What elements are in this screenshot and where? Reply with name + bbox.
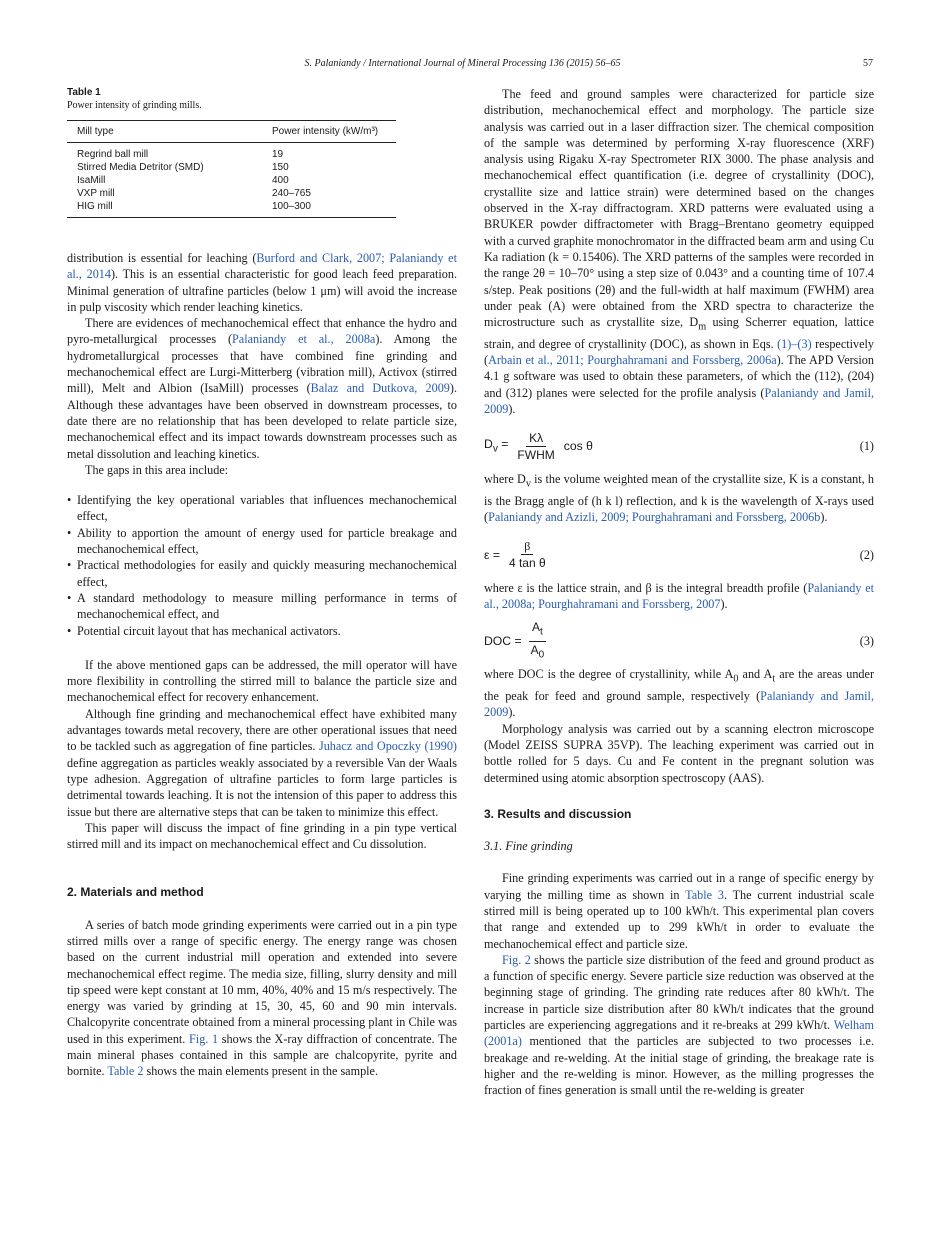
table-cell: 150	[272, 162, 289, 173]
equation-3	[484, 622, 874, 660]
table-row	[67, 143, 396, 162]
table-cell: HIG mill	[77, 201, 113, 212]
table-link[interactable]: Table 3	[685, 887, 724, 902]
table-cell: Regrind ball mill	[77, 149, 149, 160]
figure-link[interactable]: Fig. 2	[502, 952, 531, 967]
subscript: v	[525, 478, 531, 490]
table-cell: Stirred Media Detritor (SMD)	[77, 162, 204, 173]
numerator: Kλ	[526, 431, 546, 447]
paragraph	[484, 471, 874, 525]
eq3-lhs: DOC =	[484, 634, 522, 649]
journal-citation: S. Palaniandy / International Journal of Mineral Processing 136 (2015) 56–65	[304, 58, 621, 69]
table1	[67, 120, 396, 218]
text: A	[531, 620, 540, 635]
table-cell: 400	[272, 175, 289, 186]
text: is the volume weighted mean of the crystallite size, K is a constant, h is the Bragg angle of (h k l) reflection, and k is the wavelength of X-rays used (	[484, 472, 874, 525]
denominator	[528, 642, 548, 662]
text: shows the main elements present in the sample.	[143, 1064, 379, 1079]
text: ). Although these advantages have been observed in downstream processes, to date there are no relationship that has been developed to relate particle size, mechanochemical effect and its impact towards downstream processes such as metal dissolution and leaching kinetics.	[67, 381, 458, 461]
table-header-row	[67, 121, 396, 143]
numerator: β	[521, 539, 533, 555]
section-heading: 2. Materials and method	[67, 885, 204, 900]
page-number: 57	[863, 58, 873, 69]
citation-link[interactable]: Juhacz and Opoczky (1990)	[318, 739, 457, 754]
col-power-intensity: Power intensity (kW/m³)	[272, 126, 379, 137]
eq2-lhs: ε =	[484, 547, 500, 562]
subscript: v	[492, 442, 498, 454]
text: shows the X-ray diffraction of concentrate. The main mineral phases contained in this sample are chalcopyrite, pyrite and bornite.	[67, 1031, 457, 1079]
text: are the areas under the peak for feed and ground sample, respectively (	[484, 667, 874, 704]
table-row	[67, 161, 396, 174]
text: shows the particle size distribution of the feed and ground product as a function of specific energy. Severe particle size reduction was observed at the beginning stage of grinding. The grinding rate reduces after 80 kWh/t. The increase in particle size distribution after 80 kWh/t indicates that the ground particles are experiencing aggregations and it re-breaks at 299 kWh/t.	[484, 952, 874, 1033]
table-row	[67, 174, 396, 187]
text: respectively (	[484, 336, 874, 368]
citation-link[interactable]: Balaz and Dutkova, 2009	[310, 381, 450, 396]
text: where D	[484, 472, 526, 487]
paragraph	[484, 870, 874, 951]
figure-link[interactable]: Fig. 1	[189, 1031, 219, 1046]
gaps-list	[67, 492, 457, 639]
text: ).	[508, 402, 516, 417]
paragraph	[67, 315, 457, 462]
list-item: • Identifying the key operational variables that influences mechanochemical effect,	[67, 492, 457, 525]
numerator	[529, 620, 546, 641]
right-column	[484, 86, 874, 1099]
table-row	[67, 200, 396, 218]
list-item: • Ability to apportion the amount of energy used for particle breakage and mechanochemical effect,	[67, 525, 457, 558]
subscript: 0	[733, 673, 739, 685]
text: mentioned that the particles are subjected to two processes i.e. breakage and re-welding. At the initial stage of grinding, the breakage rate is higher and the re-welding is minor. However, as the milling progresses the fraction of fines generation is small until the re-welding is greater	[484, 1034, 874, 1098]
subsection-heading: 3.1. Fine grinding	[484, 839, 573, 854]
paragraph: This paper will discuss the impact of fine grinding in a pin type vertical stirred mill and its impact on mechanochemical effect and Cu dissolution.	[67, 820, 457, 852]
citation-link[interactable]: Arbain et al., 2011; Pourghahramani and Forssberg, 2006a	[488, 353, 777, 368]
text: and A	[738, 667, 773, 682]
table1-caption	[67, 86, 457, 112]
list-item: • Practical methodologies for easily and quickly measuring mechanochemical effect,	[67, 557, 457, 590]
paragraph	[484, 666, 874, 720]
text: where DOC is the degree of crystallinity, while A	[484, 667, 734, 682]
denominator: FWHM	[517, 447, 555, 462]
text: A series of batch mode grinding experiments were carried out in a pin type stirred mills over a range of specific energy. The energy range was chosen based on the current industrial mill operation and extended into severe mechanochemical effect regime. The media size, filling, slurry density and mill tip speed were kept constant at 10 mm, 40%, 40% and 15 m/s respectively. The energy was varied by grinding at 15, 30, 45, 60 and 90 min intervals. Chalcopyrite concentrate obtained from a mineral processing plant in Chile was used in this experiment.	[67, 917, 457, 1046]
text: ). The APD Version 4.1 g software was used to obtain these parameters, of which the (112), (204) and (312) planes were selected for the profile analysis (	[484, 353, 874, 400]
citation-link[interactable]: Palaniandy and Jamil, 2009	[484, 689, 874, 720]
text: . The current industrial scale stirred mill is being operated up to 100 kWh/t. This experimental plan covers that range and extended up to 299 kWh/t in order to evaluate the mechanochemical effect and particle size.	[484, 887, 874, 951]
col-mill-type: Mill type	[77, 126, 114, 137]
text: Fine grinding experiments was carried out in a range of specific energy by varying the milling time as shown in	[484, 871, 874, 902]
paragraph: The gaps in this area include:	[85, 462, 229, 477]
text: ). Among the hydrometallurgical processes that have combined fine grinding and mechanochemical effect are Lurgi-Mitterberg (vibration mill), Activox (stirred mill), Melt and Albion (IsaMill) processes (	[67, 332, 458, 396]
left-column	[67, 86, 457, 1080]
table-row	[67, 187, 396, 200]
text: where ε is the lattice strain, and β is the integral breadth profile (	[484, 580, 808, 595]
denominator: 4 tan θ	[508, 556, 546, 571]
text: D	[484, 436, 493, 451]
text: Although fine grinding and mechanochemical effect have exhibited many advantages towards metal recovery, there are other operational issues that need to be tackled such as aggregation of fine particles.	[67, 706, 457, 754]
text: ).	[820, 510, 828, 525]
section-heading: 3. Results and discussion	[484, 806, 632, 821]
equation-number: (1)	[859, 439, 874, 454]
subscript: t	[772, 673, 776, 685]
subscript: m	[698, 321, 707, 333]
paragraph	[484, 952, 874, 1099]
eq1-fraction	[514, 431, 557, 462]
eq1-lhs: $D_v$ =	[484, 436, 509, 454]
eq1-tail: cos θ	[563, 439, 593, 454]
eq2-fraction	[506, 539, 549, 570]
list-item: • Potential circuit layout that has mechanical activators.	[67, 623, 457, 639]
citation-link[interactable]: Palaniandy and Azizli, 2009; Pourghahramani and Forssberg, 2006b	[488, 510, 821, 525]
text: There are evidences of mechanochemical effect that enhance the hydro and pyro-metallurgical processes (	[67, 316, 457, 347]
table-cell: VXP mill	[77, 188, 115, 199]
citation-link[interactable]: Welham (2001a)	[484, 1018, 874, 1049]
table-cell: IsaMill	[77, 175, 106, 186]
paragraph	[67, 706, 457, 820]
paragraph	[67, 250, 457, 315]
citation-link[interactable]: Palaniandy and Jamil, 2009	[484, 385, 875, 417]
table1-title: Power intensity of grinding mills.	[67, 100, 202, 111]
table-cell: 19	[272, 149, 284, 160]
citation-link[interactable]: Burford and Clark, 2007; Palaniandy et al., 2014	[67, 251, 457, 282]
table1-label: Table 1	[67, 87, 101, 98]
citation-link[interactable]: Palaniandy et al., 2008a	[232, 332, 376, 347]
text: ).	[720, 597, 728, 611]
text: A	[530, 642, 539, 657]
text: ).	[508, 705, 516, 720]
citation-link[interactable]: Palaniandy et al., 2008a; Pourghahramani and Forssberg, 2007	[484, 580, 874, 611]
subscript: t	[540, 626, 543, 638]
text: define aggregation as particles weakly associated by a reversible Van der Waals type adhesion. Aggregation of ultrafine particles to form large particles is detrimental towards leaching. It is not the intension of this paper to address this issue but there are alternative steps that can be taken to minimize this effect.	[67, 755, 457, 819]
paragraph	[484, 86, 874, 417]
paragraph	[67, 917, 457, 1080]
list-item: • A standard methodology to measure milling performance in terms of mechanochemical effect, and	[67, 590, 457, 623]
subscript: 0	[538, 649, 545, 661]
equation-1	[484, 427, 874, 465]
text: distribution is essential for leaching (	[67, 251, 257, 265]
paragraph: Morphology analysis was carried out by a scanning electron microscope (Model ZEISS SUPRA 35VP). The leaching experiment was carried out in bottle rolled for 5 days. Cu and Fe content in the pregnant solution was determined using atomic absorption spectroscopy (AAS).	[484, 721, 874, 785]
equation-number: (2)	[859, 547, 874, 562]
table-link[interactable]: Table 2	[107, 1064, 144, 1079]
text: ). This is an essential characteristic for good leach feed preparation. Minimal generation of ultrafine particles (below 1 μm) will avoid the increase in pulp viscosity which render leaching kinetics.	[67, 267, 457, 314]
equation-2	[484, 536, 874, 574]
table-cell: 100–300	[272, 201, 311, 212]
paragraph: If the above mentioned gaps can be addressed, the mill operator will have more flexibility in controlling the stirred mill to balance the particle size and mechanochemical effect for recovery enhancement.	[67, 657, 457, 705]
table-cell: 240–765	[272, 188, 311, 199]
equation-link[interactable]: (1)–(3)	[777, 336, 812, 351]
text: The feed and ground samples were characterized for particle size distribution, mechanochemical effect and morphology. The particle size analysis was carried out in a laser diffraction sizer. The chemical composition of the sample was determined by performing X-ray fluorescence (XRF) analysis using Rigaku X-ray Spectrometer RIX 3000. The phase analysis and mechanochemical effect quantification (i.e. degree of crystallinity (DOC), crystallite size and lattice strain) were determined based on the changes observed in the X-ray diffractogram. XRD patterns were evaluated using a BRUKER powder diffractometer with Bragg–Brentano geometry equipped with a curved graphite monochromator in the diffracted beam arm and using Cu Ka radiation (k = 0.15406). The XRD patterns of the samples were recorded in the range 2θ = 10–70° using a step size of 0.043° and a counting time of 107.4 s/step. Peak positions (2θ) and the full-width at half maximum (FWHM) area under peak (A) were obtained from the XRD spectra to characterize the microstructure such as crystallite size, D	[484, 87, 874, 330]
equation-number: (3)	[859, 634, 874, 649]
paragraph	[484, 580, 874, 613]
text: using Scherrer equation, lattice strain, and degree of crystallinity (DOC), as shown in Eqs.	[484, 315, 874, 351]
eq3-fraction	[528, 620, 548, 662]
